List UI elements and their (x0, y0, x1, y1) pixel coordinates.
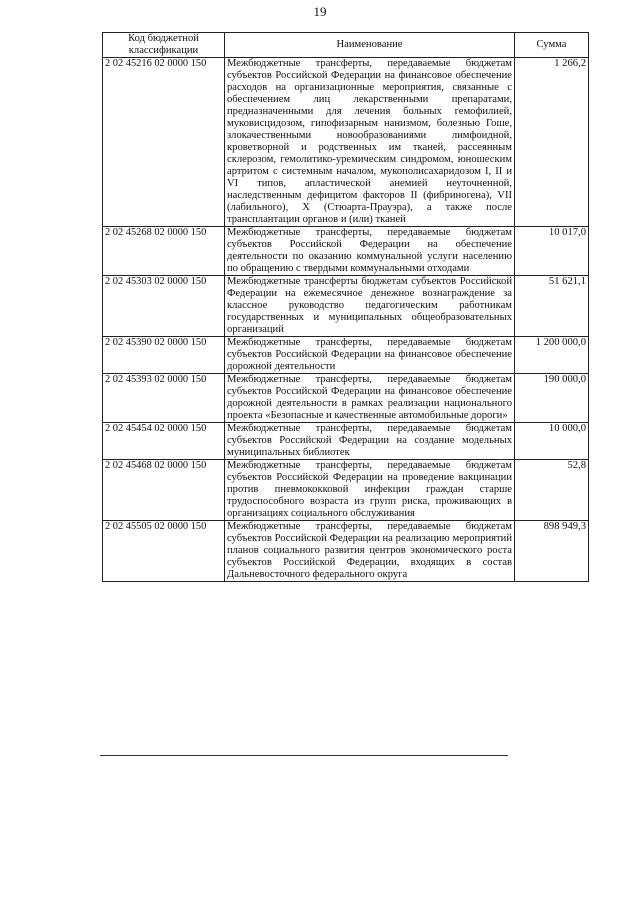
cell-sum: 1 266,2 (515, 58, 589, 227)
table-row (103, 423, 589, 460)
table-row (103, 58, 589, 227)
cell-sum: 1 200 000,0 (515, 337, 589, 374)
table-row (103, 521, 589, 582)
cell-code: 2 02 45390 02 0000 150 (103, 337, 225, 374)
header-name: Наименование (225, 33, 515, 58)
cell-name: Межбюджетные трансферты, передаваемые бюджетам субъектов Российской Федерации на реализацию мероприятий планов социального развития центров экономического роста субъектов Российской Федерации, входящих в состав Дальневосточного федерального округа (225, 521, 515, 582)
header-row (103, 33, 589, 58)
cell-sum: 190 000,0 (515, 374, 589, 423)
table-header (103, 33, 589, 58)
cell-code: 2 02 45454 02 0000 150 (103, 423, 225, 460)
cell-sum: 10 000,0 (515, 423, 589, 460)
cell-code: 2 02 45505 02 0000 150 (103, 521, 225, 582)
cell-name: Межбюджетные трансферты, передаваемые бюджетам субъектов Российской Федерации на проведение вакцинации против пневмококковой инфекции граждан старше трудоспособного возраста из групп риска, проживающих в организациях социального обслуживания (225, 460, 515, 521)
footer-divider (100, 755, 508, 756)
table-row (103, 276, 589, 337)
cell-name: Межбюджетные трансферты бюджетам субъектов Российской Федерации на ежемесячное денежное вознаграждение за классное руководство педагогическим работникам государственных и муниципальных общеобразовательных организаций (225, 276, 515, 337)
cell-name: Межбюджетные трансферты, передаваемые бюджетам субъектов Российской Федерации на создание модельных муниципальных библиотек (225, 423, 515, 460)
cell-sum: 51 621,1 (515, 276, 589, 337)
cell-name: Межбюджетные трансферты, передаваемые бюджетам субъектов Российской Федерации на финансовое обеспечение дорожной деятельности (225, 337, 515, 374)
table-row (103, 374, 589, 423)
cell-sum: 10 017,0 (515, 227, 589, 276)
table-row (103, 337, 589, 374)
page-number: 19 (313, 4, 327, 19)
cell-code: 2 02 45303 02 0000 150 (103, 276, 225, 337)
budget-table (102, 32, 589, 582)
table-row (103, 227, 589, 276)
cell-sum: 898 949,3 (515, 521, 589, 582)
cell-code: 2 02 45468 02 0000 150 (103, 460, 225, 521)
table-row (103, 460, 589, 521)
cell-name: Межбюджетные трансферты, передаваемые бюджетам субъектов Российской Федерации на финансовое обеспечение расходов на организационные мероприятия, связанные с обеспечением лиц лекарственными препаратами, предназначенными для лечения больных гемофилией, муковисцидозом, гипофизарным нанизмом, болезнью Гоше, злокачественными новообразованиями лимфоидной, кроветворной и родственных им тканей, рассеянным склерозом, гемолитико-уремическим синдромом, юношеским артритом с системным началом, мукополисахаридозом I, II и VI типов, апластической анемией неуточненной, наследственным дефицитом факторов II (фибриногена), VII (лабильного), X (Стюарта-Прауэра), а также после трансплантации органов и (или) тканей (225, 58, 515, 227)
cell-code: 2 02 45393 02 0000 150 (103, 374, 225, 423)
table-body (103, 58, 589, 582)
cell-name: Межбюджетные трансферты, передаваемые бюджетам субъектов Российской Федерации на финансовое обеспечение дорожной деятельности в рамках реализации национального проекта «Безопасные и качественные автомобильные дороги» (225, 374, 515, 423)
header-sum: Сумма (515, 33, 589, 58)
cell-sum: 52,8 (515, 460, 589, 521)
cell-name: Межбюджетные трансферты, передаваемые бюджетам субъектов Российской Федерации на обеспечение деятельности по оказанию коммунальной услуги населению по обращению с твердыми коммунальными отходами (225, 227, 515, 276)
cell-code: 2 02 45216 02 0000 150 (103, 58, 225, 227)
header-code: Код бюджетной классификации (103, 33, 225, 58)
cell-code: 2 02 45268 02 0000 150 (103, 227, 225, 276)
